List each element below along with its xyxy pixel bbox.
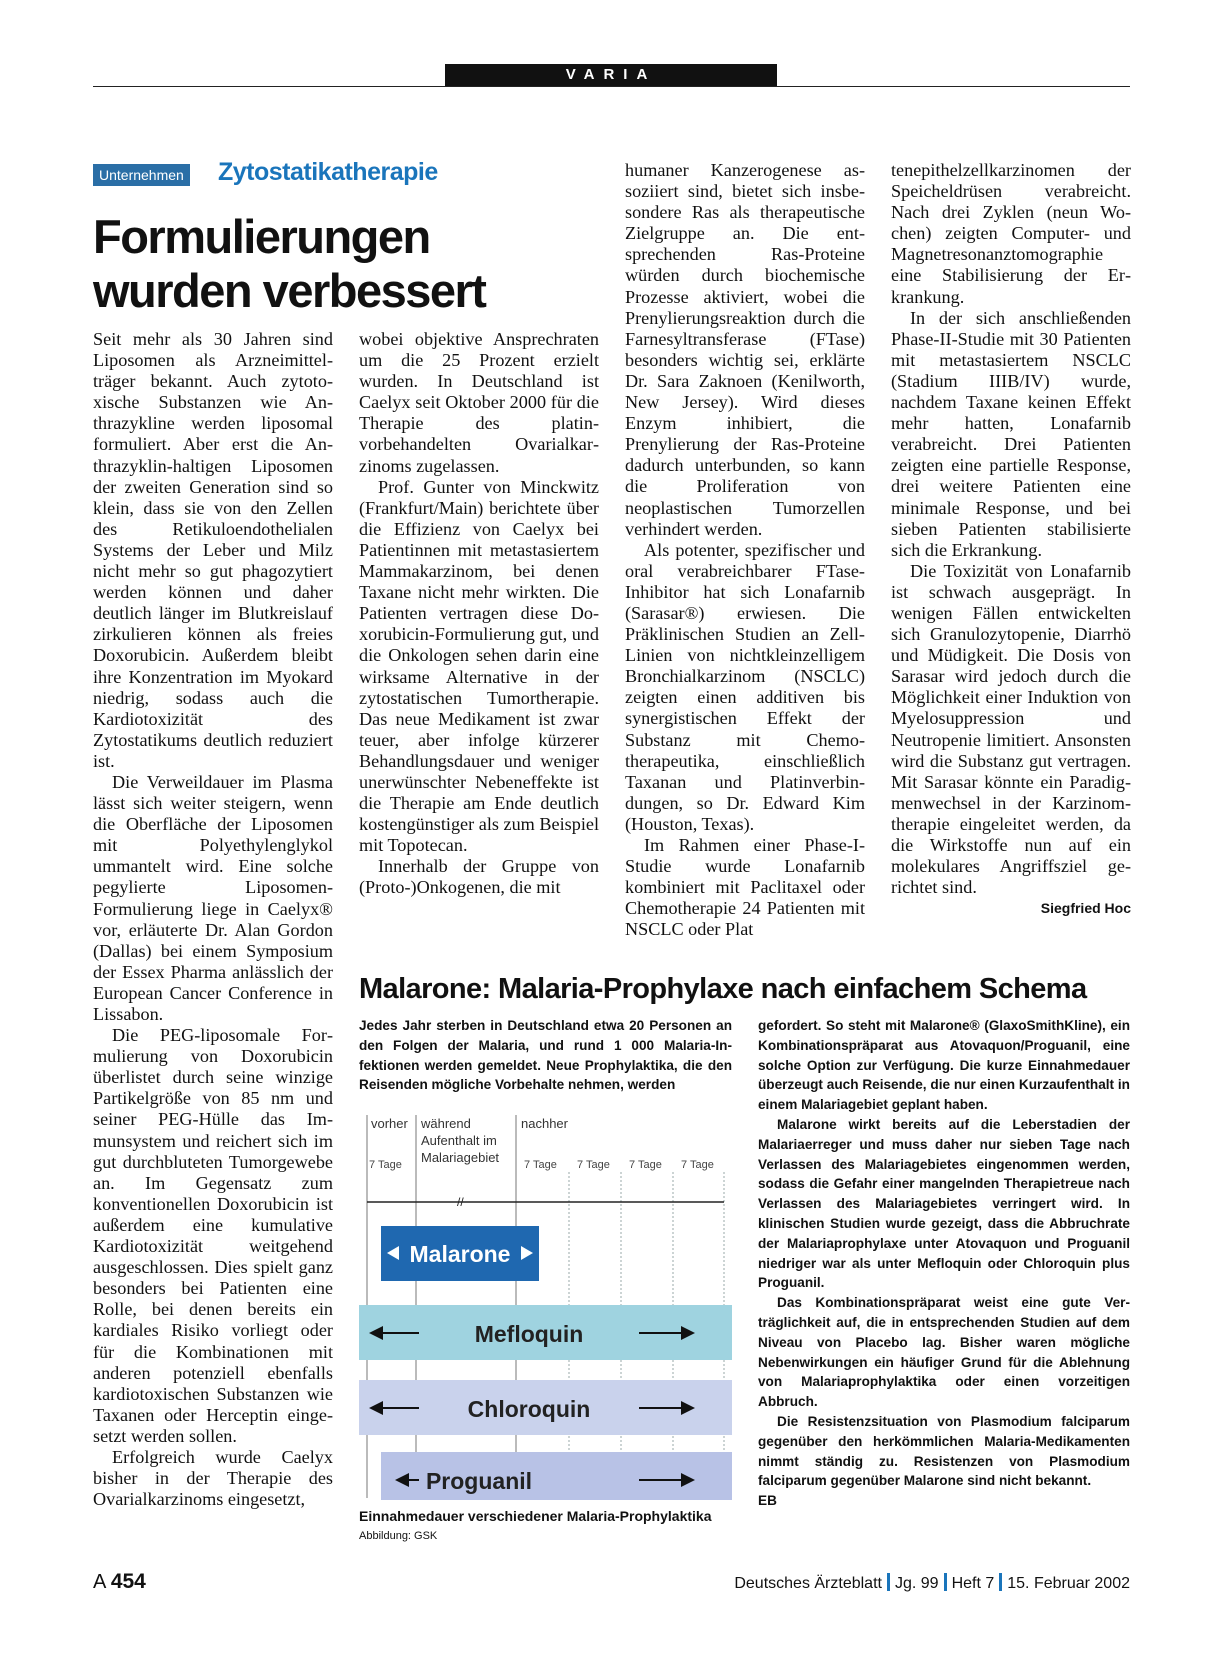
paragraph: Prof. Gunter von Minckwitz (Frankfurt/Main) berichtete über die Effizienz von Caelyx bei Patientinnen mit metastasiertem Mammakarzinom, bei denen Taxane nicht mehr wirkten. Die Patienten vertragen diese Doxorubicin-Formulierung gut, und die Onkologen sehen darin eine wirksame Alternative in der zytostatischen Tumortherapie. Das neue Medikament ist zwar teuer, aber infolge kürzerer Behandlungsdauer und weniger unerwünschter Nebeneffekte ist die Therapie am Ende deutlich kostengünstiger als zum Beispiel mit Topotecan. bbox=[359, 476, 599, 856]
col-nachher: nachher bbox=[521, 1116, 568, 1131]
headline-line-1: Formulierungen bbox=[93, 210, 430, 263]
col-waehrend: Aufenthalt im bbox=[421, 1133, 497, 1148]
paragraph: tenepithelzellkarzinomen der Speicheldrüsen verabreicht. Nach drei Zyklen (neun Wochen) zeigten Computer- und Magnetresonanztomographie eine Stabilisierung der Erkrankung. bbox=[891, 160, 1131, 307]
paragraph: Im Rahmen einer Phase-I-Studie wurde Lonafarnib kombiniert mit Paclitaxel oder Chemotherapie 24 Patienten mit NSCLC oder Plat bbox=[625, 835, 865, 940]
journal-footer bbox=[734, 1573, 1130, 1593]
journal-volume: Jg. 99 bbox=[894, 1575, 939, 1592]
rubric-tag: Unternehmen bbox=[93, 164, 190, 186]
headline-line-2: wurden verbessert bbox=[93, 264, 486, 317]
lead-paragraph: Jedes Jahr sterben in Deutschland etwa 20 Personen an den Folgen der Malaria, und rund 1 000 Malaria-Infektionen werden gemeldet. Neue Prophylaktika, die den Reisenden mögliche Vorbehalte nehmen, werden bbox=[359, 1018, 732, 1093]
days-label: 7 Tage bbox=[369, 1159, 402, 1171]
news-right-column bbox=[758, 1016, 1130, 1511]
page-prefix: A bbox=[93, 1571, 106, 1593]
chloroquin-label: Chloroquin bbox=[467, 1396, 591, 1422]
paragraph: humaner Kanzerogenese assoziiert sind, bietet sich insbesondere Ras als therapeutische Zielgruppe an. Die entsprechenden Ras-Proteine würden durch biochemische Prozesse aktiviert, wobei die Prenylierungsreaktion durch die Farnesyltransferase (FTase) besonders wichtig sei, erklärte Dr. Sara Zaknoen (Kenilworth, New Jersey). Wird dieses Enzym inhibiert, die Prenylierung der Ras-Proteine dadurch unterbunden, so kann die Proliferation von neoplastischen Tumorzellen verhindert werden. bbox=[625, 160, 865, 539]
mefloquin-label: Mefloquin bbox=[474, 1321, 584, 1347]
news-author: EB bbox=[758, 1493, 777, 1509]
separator bbox=[944, 1573, 947, 1591]
figure-caption: Einnahmedauer verschiedener Malaria-Prophylaktika bbox=[359, 1508, 712, 1524]
paragraph: Als potenter, spezifischer und oral verabreichbarer FTase-Inhibitor hat sich Lonafarnib (Sarasar®) erwiesen. Die Präklinischen Studien an Zell-Linien von nichtkleinzelligem Bronchialkarzinom (NSCLC) zeigten einen additiven bis synergistischen Effekt der Substanz mit Chemotherapeutika, einschließlich Taxanan und Platinverbindungen, so Dr. Edward Kim (Houston, Texas). bbox=[625, 539, 865, 834]
paragraph: Die Verweildauer im Plasma lässt sich weiter steigern, wenn die Oberfläche der Liposomen mit Polyethylenglykol ummantelt wird. Eine solche pegylierte Liposomen-Formulierung liege in Caelyx® vor, erläuterte Dr. Alan Gordon (Dallas) bei einem Symposium der Essex Pharma anlässlich der European Cancer Conference in Lissabon. bbox=[93, 771, 333, 1024]
separator bbox=[999, 1573, 1002, 1591]
paragraph: Die PEG-liposomale Formulierung von Doxorubicin überlistet durch seine winzige Partikelgröße von 85 nm und seiner PEG-Hülle das Immunsystem und reichert sich im gut durchbluteten Tumorgewebe an. Im Gegensatz zum konventionellen Doxorubicin ist außerdem eine kumulative Kardiotoxizität weitgehend ausgeschlossen. Dies spielt ganz besonders bei Patienten eine Rolle, bei denen bereits ein kardiales Risiko vorliegt oder für die Kombinationen mit anderen potenziell ebenfalls kardiotoxischen Substanzen wie Taxanen oder Herceptin eingesetzt werden sollen. bbox=[93, 1025, 333, 1446]
paragraph: Innerhalb der Gruppe von (Proto-)Onkogenen, die mit bbox=[359, 856, 599, 898]
header-rule bbox=[93, 86, 1130, 87]
days-label: 7 Tage bbox=[681, 1159, 714, 1171]
news-lead bbox=[359, 1016, 732, 1095]
news-title: Malarone: Malaria-Prophylaxe nach einfachem Schema bbox=[359, 973, 1087, 1005]
journal-issue: Heft 7 bbox=[951, 1575, 995, 1592]
page-number bbox=[93, 1570, 146, 1594]
page-number-value: 454 bbox=[110, 1570, 146, 1593]
paragraph: Erfolgreich wurde Caelyx bisher in der Therapie des Ovarialkarzinoms eingesetzt, bbox=[93, 1446, 333, 1510]
paragraph: wobei objektive Ansprechraten um die 25 Prozent erzielt wurden. In Deutschland ist Caelyx seit Oktober 2000 für die Therapie des platinvorbehandelten Ovarialkarzinoms zugelassen. bbox=[359, 329, 599, 476]
paragraph: Die Toxizität von Lonafarnib ist schwach ausgeprägt. In wenigen Fällen entwickelten sich Granulozytopenie, Diarrhö und Müdigkeit. Die Dosis von Sarasar wird jedoch durch die Möglichkeit einer Induktion von Myelosuppression und Neutropenie limitiert. Ansonsten wird die Substanz gut vertragen. Mit Sarasar könnte ein Paradigmenwechsel in der Karzinomtherapie eingeleitet werden, da die Wirkstoffe nun auf ein molekulares Angriffsziel gerichtet sind. bbox=[891, 560, 1131, 898]
section-label: VARIA bbox=[445, 64, 777, 86]
author-signature: Siegfried Hoc bbox=[1040, 900, 1131, 917]
col-waehrend: Malariagebiet bbox=[421, 1150, 500, 1165]
article-column-3 bbox=[625, 160, 865, 940]
figure-credit: Abbildung: GSK bbox=[359, 1530, 438, 1542]
article-headline bbox=[93, 210, 513, 318]
days-label: 7 Tage bbox=[629, 1159, 662, 1171]
article-column-2 bbox=[359, 329, 599, 899]
paragraph: Seit mehr als 30 Jahren sind Liposomen als Arzneimittelträger bekannt. Auch zytotoxische Substanzen wie Anthrazykline werden liposomal formuliert. Aber erst die Anthrazyklin-haltigen Liposomen der zweiten Generation sind so klein, dass sie von den Zellen des Retikuloendothelialen Systems der Leber und Milz nicht mehr so gut phagozytiert werden können und daher deutlich länger im Blutkreislauf zirkulieren können als freies Doxorubicin. Außerdem bleibt ihre Konzentration im Myokard niedrig, sodass auch die Kardiotoxizität des Zytostatikums deutlich reduziert ist. bbox=[93, 329, 333, 771]
days-label: 7 Tage bbox=[577, 1159, 610, 1171]
paragraph: gefordert. So steht mit Malarone® (GlaxoSmithKline), ein Kombinationspräparat aus Atovaquon/Proguanil, eine solche Option zur Verfügung. Die kurze Einnahmedauer überzeugt auch Reisende, die nur einen Kurzaufenthalt in einem Malariagebiet geplant haben. bbox=[758, 1018, 1130, 1113]
prophylaxis-timeline-figure bbox=[359, 1110, 732, 1500]
proguanil-label: Proguanil bbox=[425, 1468, 533, 1494]
journal-date: 15. Februar 2002 bbox=[1007, 1575, 1130, 1592]
col-waehrend: während bbox=[421, 1116, 471, 1131]
separator bbox=[887, 1573, 890, 1591]
col-vorher: vorher bbox=[371, 1116, 408, 1131]
axis-break: // bbox=[457, 1195, 464, 1209]
malarone-label: Malarone bbox=[409, 1241, 511, 1267]
paragraph: Die Resistenzsituation von Plasmodium falciparum gegenüber den herkömmlichen Malaria-Medikamenten nimmt ständig zu. Resistenzen von Plasmodium falciparum gegenüber Malarone sind nicht bekannt. bbox=[758, 1413, 1130, 1489]
article-column-1 bbox=[93, 329, 333, 1510]
journal-name: Deutsches Ärzteblatt bbox=[734, 1575, 882, 1592]
article-column-4 bbox=[891, 160, 1131, 919]
paragraph: Malarone wirkt bereits auf die Leberstadien der Malariaerreger und muss daher nur sieben Tage nach Verlassen des Malariagebietes eingenommen werden, sodass die Gefahr einer mangelnden Therapietreue nach Verlassen des Malariagebietes verringert wird. In klinischen Studien wurde gezeigt, dass die Abbruchrate der Malariaprophylaxe unter Atovaquon und Proguanil niedriger war als unter Mefloquin oder Chloroquin plus Proguanil. bbox=[758, 1116, 1130, 1291]
days-label: 7 Tage bbox=[524, 1159, 557, 1171]
paragraph: In der sich anschließenden Phase-II-Studie mit 30 Patienten mit metastasiertem NSCLC (Stadium IIIB/IV) wurde, nachdem Taxane keinen Effekt mehr hatten, Lonafarnib verabreicht. Drei Patienten zeigten eine partielle Response, drei weitere Patienten eine minimale Response, und bei sieben Patienten stabilisierte sich die Erkrankung. bbox=[891, 307, 1131, 560]
topic-title: Zytostatikatherapie bbox=[218, 158, 438, 186]
paragraph: Das Kombinationspräparat weist eine gute Verträglichkeit auf, die in entsprechenden Studien auf dem Niveau von Placebo lag. Bisher waren mögliche Nebenwirkungen ein häufiger Grund für die Ablehnung von Malariaprophylaktika oder einen vorzeitigen Abbruch. bbox=[758, 1295, 1130, 1410]
